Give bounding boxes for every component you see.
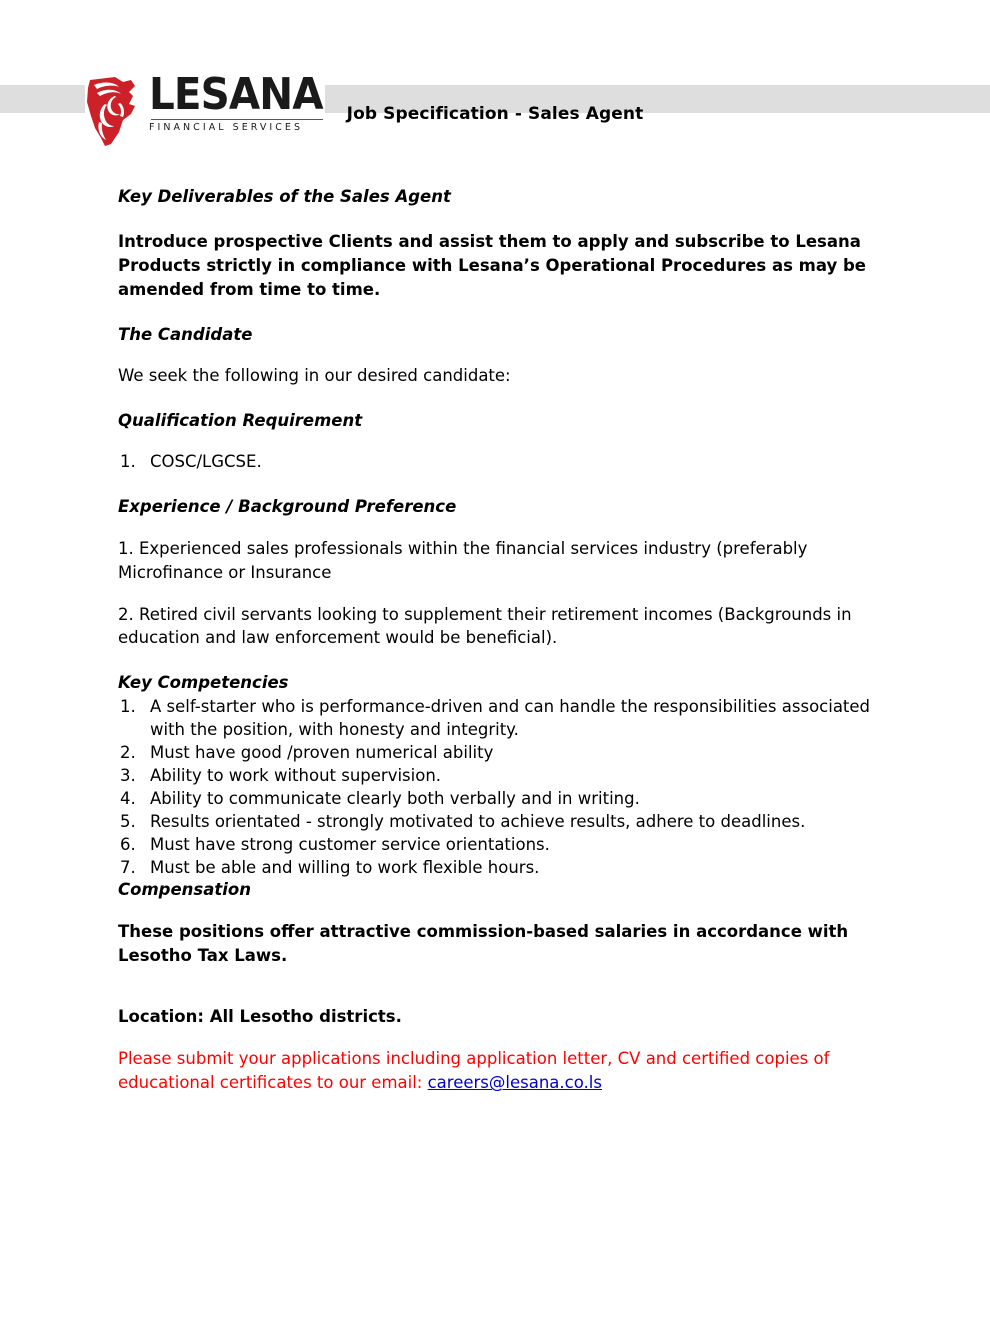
logo-tagline: FINANCIAL SERVICES <box>149 121 304 133</box>
application-instructions <box>118 1047 878 1095</box>
list-item <box>118 787 878 810</box>
list-item-text: A self-starter who is performance-driven and can handle the responsibilities associated with the position, with honesty and integrity. <box>150 696 871 739</box>
list-item-number: 6. <box>120 835 136 855</box>
list-item <box>118 450 878 474</box>
spacer <box>118 474 878 496</box>
spacer <box>118 208 878 230</box>
heading-compensation: Compensation <box>118 880 251 900</box>
list-item <box>118 764 878 787</box>
spacer <box>118 585 878 603</box>
spacer <box>118 1029 878 1047</box>
paragraph-the-candidate: We seek the following in our desired candidate: <box>118 366 511 386</box>
spacer <box>118 650 878 672</box>
page-title: Job Specification - Sales Agent <box>346 104 644 124</box>
document-body <box>118 186 878 1095</box>
paragraph-experience-2: 2. Retired civil servants looking to supplement their retirement incomes (Backgrounds in education and law enforcement would be beneficial). <box>118 604 852 648</box>
spacer <box>118 519 878 537</box>
heading-experience-background: Experience / Background Preference <box>118 497 457 517</box>
spacer <box>118 388 878 410</box>
list-item-text: Ability to communicate clearly both verbally and in writing. <box>150 789 640 808</box>
spacer <box>118 902 878 920</box>
list-item-text: Must be able and willing to work flexible hours. <box>150 858 540 878</box>
page-header <box>0 0 990 170</box>
heading-key-competencies: Key Competencies <box>118 673 289 693</box>
list-item-text: Must have strong customer service orientations. <box>150 835 550 855</box>
list-item-number: 1. <box>120 696 136 716</box>
spacer <box>118 346 878 364</box>
list-item-text: Results orientated - strongly motivated to achieve results, adhere to deadlines. <box>150 812 806 832</box>
logo-name: LESANA <box>149 69 323 120</box>
list-item-number: 7. <box>120 858 136 878</box>
spacer <box>118 967 878 993</box>
spacer <box>118 993 878 1005</box>
heading-qualification-requirement: Qualification Requirement <box>118 411 363 431</box>
application-instructions-text: Please submit your applications including application letter, CV and certified copies of educational certificates to our email: <box>118 1049 830 1093</box>
list-item-text: Ability to work without supervision. <box>150 765 442 785</box>
location-line: Location: All Lesotho districts. <box>118 1007 402 1027</box>
list-item-number: 3. <box>120 765 136 785</box>
list-item <box>118 695 878 741</box>
competencies-list <box>118 695 878 880</box>
list-item-number: 1. <box>120 452 136 472</box>
spacer <box>118 432 878 450</box>
heading-key-deliverables: Key Deliverables of the Sales Agent <box>118 187 451 206</box>
list-item-text: Must have good /proven numerical ability <box>150 742 494 762</box>
paragraph-key-deliverables: Introduce prospective Clients and assist them to apply and subscribe to Lesana Products strictly in compliance with Lesana’s Operational Procedures as may be amended from time to time. <box>118 232 866 300</box>
paragraph-experience-1: 1. Experienced sales professionals within the financial services industry (preferably Microfinance or Insurance <box>118 538 808 582</box>
list-item-number: 2. <box>120 742 136 762</box>
list-item <box>118 833 878 856</box>
list-item <box>118 741 878 764</box>
spacer <box>118 302 878 324</box>
list-item-number: 4. <box>120 789 136 808</box>
careers-email-link[interactable]: careers@lesana.co.ls <box>427 1073 602 1093</box>
paragraph-compensation: These positions offer attractive commission-based salaries in accordance with Lesotho Tax Laws. <box>118 921 849 965</box>
list-item <box>118 856 878 879</box>
heading-the-candidate: The Candidate <box>118 325 253 345</box>
list-item-text: COSC/LGCSE. <box>150 452 262 472</box>
list-item-number: 5. <box>120 812 136 832</box>
list-item <box>118 810 878 833</box>
